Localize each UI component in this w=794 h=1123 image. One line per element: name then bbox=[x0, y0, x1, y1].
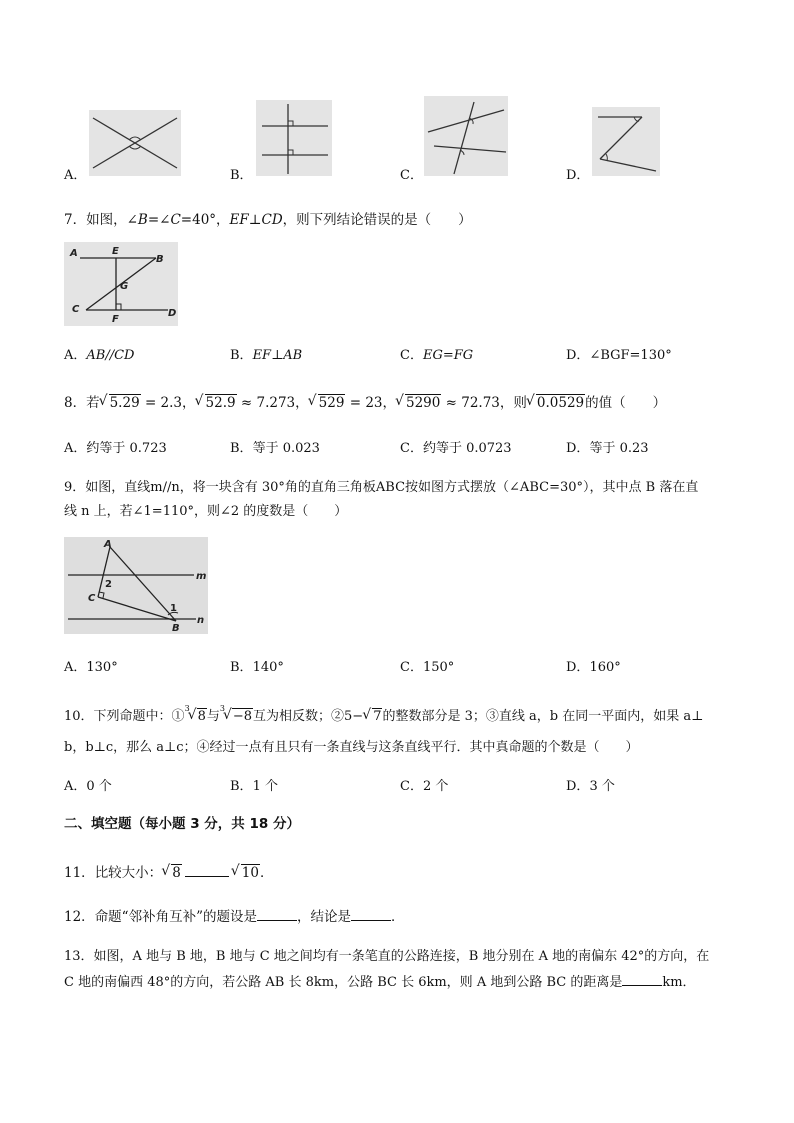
q13-text: C 地的南偏西 48°的方向，若公路 AB 长 8km，公路 BC 长 6km，则 A 地到公路 BC 的距离是 bbox=[64, 975, 623, 990]
radicand: 8 bbox=[172, 865, 181, 881]
option-letter: C． bbox=[400, 779, 423, 794]
q9-label-angle-2: 2 bbox=[105, 579, 112, 590]
q8-text: 的值（ ） bbox=[585, 395, 667, 411]
option-letter: D． bbox=[566, 441, 590, 456]
option-letter: C． bbox=[400, 660, 423, 675]
q7-option-c[interactable] bbox=[400, 344, 473, 363]
sqrt-expression bbox=[396, 395, 441, 411]
q6-option-a-letter: A． bbox=[64, 168, 87, 183]
q8-text: ≈ 7.273， bbox=[236, 395, 309, 411]
option-text: EF⊥AB bbox=[252, 348, 303, 363]
q7-label-f: F bbox=[112, 314, 119, 325]
option-letter: A． bbox=[64, 779, 87, 794]
radicand: 52.9 bbox=[205, 395, 236, 411]
radicand: 529 bbox=[318, 395, 345, 411]
q7-var-cd: CD bbox=[261, 212, 283, 228]
q9-text: 如图，直线m//n，将一块含有 30°角的直角三角板ABC按如图方式摆放（∠ABC=30°），其中点 B 落在直 bbox=[85, 480, 699, 495]
q10-option-a[interactable] bbox=[64, 775, 112, 794]
q6-figure-c bbox=[424, 96, 508, 176]
radicand: −8 bbox=[232, 709, 253, 724]
answer-blank[interactable] bbox=[622, 973, 662, 986]
transversal-perpendicular-diagram bbox=[256, 100, 332, 176]
q7-var-b: B bbox=[137, 212, 148, 228]
option-text: 0 个 bbox=[86, 779, 112, 794]
q13-text: km． bbox=[662, 975, 696, 990]
option-letter: C． bbox=[400, 441, 423, 456]
q9-text: 线 n 上，若∠1=110°，则∠2 的度数是（ ） bbox=[64, 504, 348, 519]
option-text: 约等于 0.0723 bbox=[422, 441, 512, 456]
option-text: 3 个 bbox=[589, 779, 615, 794]
radicand: 7 bbox=[373, 709, 382, 724]
q10-text: 与 bbox=[206, 709, 220, 724]
q7-label-b: B bbox=[156, 254, 164, 265]
q10-text: b，b⊥c，那么 a⊥c；④经过一点有且只有一条直线与这条直线平行．其中真命题的个数是（ ） bbox=[64, 740, 639, 755]
q7-number: 7． bbox=[64, 212, 87, 228]
q7-label-g: G bbox=[120, 281, 129, 292]
q7-figure bbox=[64, 242, 178, 326]
q7-label-a: A bbox=[70, 248, 78, 259]
q7-var-ef: EF bbox=[229, 212, 249, 228]
q8-text: = 23， bbox=[345, 395, 396, 411]
q10-text: 的整数部分是 3；③直线 a，b 在同一平面内，如果 a⊥ bbox=[382, 709, 704, 724]
q11-stem bbox=[64, 861, 273, 881]
q7-label-c: C bbox=[72, 304, 80, 315]
q13-text: 如图，A 地与 B 地，B 地与 C 地之间均有一条笔直的公路连接，B 地分别在 A 地的南偏东 42°的方向，在 bbox=[93, 949, 710, 964]
q9-label-b: B bbox=[172, 623, 180, 634]
q9-option-c[interactable] bbox=[400, 656, 454, 675]
q9-figure bbox=[64, 537, 208, 634]
q12-number: 12． bbox=[64, 909, 95, 925]
q8-stem bbox=[64, 391, 666, 411]
sqrt-expression bbox=[527, 395, 585, 411]
q8-option-a[interactable] bbox=[64, 437, 167, 456]
option-letter: A． bbox=[64, 660, 87, 675]
q9-label-c: C bbox=[88, 593, 96, 604]
q7-option-b[interactable] bbox=[230, 344, 302, 363]
option-text: AB//CD bbox=[86, 348, 135, 363]
section-heading: 二、填空题（每小题 3 分，共 18 分） bbox=[64, 816, 300, 832]
q13-stem-line-2 bbox=[64, 971, 696, 990]
q12-text: 命题“邻补角互补”的题设是 bbox=[94, 909, 257, 925]
option-text: 等于 0.023 bbox=[252, 441, 320, 456]
option-letter: B． bbox=[230, 441, 253, 456]
q7-perp-symbol: ⊥ bbox=[248, 212, 262, 228]
q8-option-b[interactable] bbox=[230, 437, 320, 456]
option-text: 140° bbox=[252, 660, 284, 675]
q7-label-d: D bbox=[168, 308, 177, 319]
option-text: ∠BGF=130° bbox=[589, 348, 672, 363]
q10-stem-line-1 bbox=[64, 705, 703, 724]
option-letter: B． bbox=[230, 348, 253, 363]
q7-var-c: C bbox=[170, 212, 181, 228]
q7-text: 如图，∠ bbox=[86, 212, 138, 228]
q12-text: ，结论是 bbox=[297, 909, 351, 925]
q9-stem-line-1 bbox=[64, 476, 698, 495]
q7-text: =∠ bbox=[147, 212, 171, 228]
sqrt-expression bbox=[100, 395, 141, 411]
z-shape-diagram bbox=[592, 107, 660, 176]
q8-text: ≈ 72.73，则 bbox=[441, 395, 527, 411]
q7-label-e: E bbox=[112, 246, 119, 257]
option-letter: B． bbox=[230, 779, 253, 794]
q9-option-a[interactable] bbox=[64, 656, 118, 675]
q10-text: 下列命题中：① bbox=[93, 709, 185, 724]
q6-figure-d bbox=[592, 107, 660, 176]
q11-number: 11． bbox=[64, 865, 95, 881]
q10-option-c[interactable] bbox=[400, 775, 448, 794]
q8-text: 若 bbox=[86, 395, 100, 411]
vertical-angles-diagram bbox=[89, 110, 181, 176]
option-letter: C． bbox=[400, 348, 423, 363]
q9-triangle-parallel-diagram bbox=[64, 537, 208, 634]
option-letter: D． bbox=[566, 660, 590, 675]
q9-option-b[interactable] bbox=[230, 656, 284, 675]
cube-root-expression bbox=[219, 704, 253, 724]
option-letter: A． bbox=[64, 348, 87, 363]
option-text: 160° bbox=[589, 660, 621, 675]
q8-option-d[interactable] bbox=[566, 437, 649, 456]
option-text: 1 个 bbox=[252, 779, 278, 794]
cube-root-expression bbox=[184, 704, 207, 724]
option-text: 150° bbox=[422, 660, 455, 675]
q10-option-d[interactable] bbox=[566, 775, 615, 794]
q6-option-b-letter: B． bbox=[230, 168, 253, 183]
q8-text: = 2.3， bbox=[140, 395, 196, 411]
q9-label-n: n bbox=[197, 615, 205, 626]
q7-geometry-diagram bbox=[64, 242, 178, 326]
q7-stem bbox=[64, 208, 472, 228]
option-text: EG=FG bbox=[422, 348, 474, 363]
option-text: 2 个 bbox=[422, 779, 449, 794]
q10-number: 10． bbox=[64, 709, 94, 724]
q9-label-a: A bbox=[104, 539, 112, 550]
sqrt-expression bbox=[162, 865, 182, 881]
q9-label-m: m bbox=[196, 571, 207, 582]
q12-stem bbox=[64, 905, 405, 925]
q10-text: 互为相反数；②5− bbox=[253, 709, 364, 724]
radicand: 10 bbox=[241, 865, 259, 881]
q7-option-d[interactable] bbox=[566, 344, 672, 363]
option-letter: B． bbox=[230, 660, 253, 675]
option-letter: D． bbox=[566, 348, 590, 363]
answer-blank-premise[interactable] bbox=[257, 908, 297, 921]
option-text: 约等于 0.723 bbox=[86, 441, 167, 456]
option-letter: A． bbox=[64, 441, 87, 456]
q9-number: 9． bbox=[64, 480, 86, 495]
q6-figure-a bbox=[89, 110, 181, 176]
q9-stem-line-2 bbox=[64, 500, 347, 519]
q6-figure-b bbox=[256, 100, 332, 176]
answer-blank[interactable] bbox=[185, 864, 229, 877]
option-text: 130° bbox=[86, 660, 118, 675]
radicand: 8 bbox=[197, 709, 206, 724]
q7-text: =40°， bbox=[180, 212, 230, 228]
q9-label-angle-1: 1 bbox=[170, 603, 177, 614]
q13-number: 13． bbox=[64, 949, 94, 964]
q7-option-a[interactable] bbox=[64, 344, 134, 363]
two-lines-transversal-diagram bbox=[424, 96, 508, 176]
q10-stem-line-2 bbox=[64, 736, 639, 755]
sqrt-expression bbox=[363, 709, 382, 724]
q13-stem-line-1 bbox=[64, 945, 709, 964]
sqrt-expression bbox=[196, 395, 237, 411]
radicand: 5290 bbox=[406, 395, 441, 411]
q7-text: ，则下列结论错误的是（ ） bbox=[282, 212, 472, 228]
q6-option-d-letter: D． bbox=[566, 168, 590, 183]
q11-text: ． bbox=[259, 865, 274, 881]
answer-blank-conclusion[interactable] bbox=[351, 908, 391, 921]
q11-text: 比较大小： bbox=[94, 865, 163, 881]
q6-option-c-letter: C． bbox=[400, 168, 423, 183]
radicand: 0.0529 bbox=[536, 395, 585, 411]
q8-option-c[interactable] bbox=[400, 437, 512, 456]
q12-text: ． bbox=[391, 909, 405, 925]
root-index: √ 3 bbox=[184, 704, 190, 713]
q8-number: 8． bbox=[64, 395, 87, 411]
root-index: √ 3 bbox=[219, 704, 225, 713]
option-letter: D． bbox=[566, 779, 590, 794]
sqrt-expression bbox=[232, 865, 260, 881]
option-text: 等于 0.23 bbox=[589, 441, 649, 456]
q9-option-d[interactable] bbox=[566, 656, 621, 675]
radicand: 5.29 bbox=[109, 395, 140, 411]
sqrt-expression bbox=[309, 395, 346, 411]
q10-option-b[interactable] bbox=[230, 775, 278, 794]
